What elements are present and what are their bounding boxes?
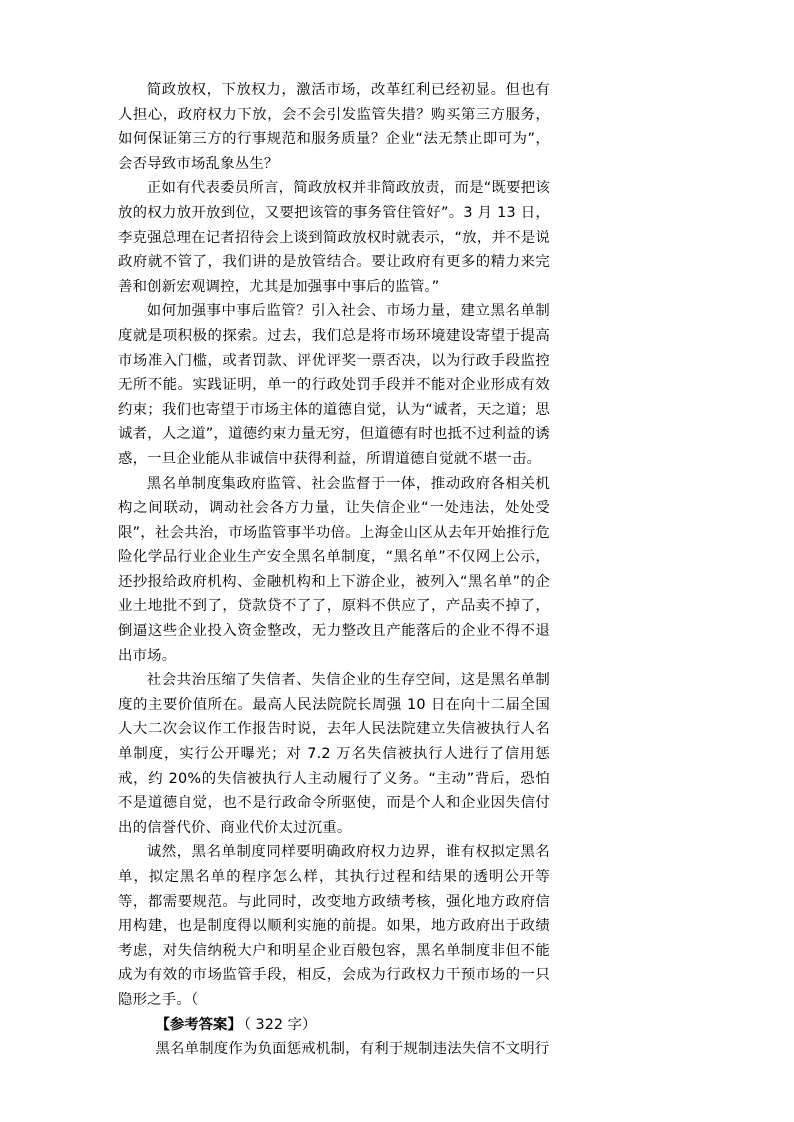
paragraph-2: 正如有代表委员所言，简政放权并非简政放责，而是“既要把该放的权力放开放到位，又要把该管的事务管住管好”。3 月 13 日，李克强总理在记者招待会上谈到简政放权时就表示，“放，并不是说政府就不管了，我们讲的是放管结合。要让政府有更多的精力来完善和创新宏观调控，尤其是加强事中事后的监管。” [118, 180, 550, 295]
paragraph-6: 诚然，黑名单制度同样要明确政府权力边界，谁有权拟定黑名单，拟定黑名单的程序怎么样，其执行过程和结果的透明公开等等，都需要规范。与此同时，改变地方政绩考核，强化地方政府信用构建，也是制度得以顺利实施的前提。如果，地方政府出于政绩考虑，对失信纳税大户和明星企业百般包容，黑名单制度非但不能成为有效的市场监管手段，相反，会成为行政权力干预市场的一只隐形之手。（ [118, 844, 550, 1008]
document-page [118, 78, 550, 1062]
reference-answer-text: 黑名单制度作为负面惩戒机制，有利于规制违法失信不文明行 [155, 1041, 550, 1058]
paragraph-1: 简政放权，下放权力，激活市场，改革红利已经初显。但也有人担心，政府权力下放，会不会引发监管失措？购买第三方服务，如何保证第三方的行事规范和服务质量？企业“法无禁止即可为”，会否导致市场乱象丛生？ [118, 82, 550, 172]
reference-answer-label: 【参考答案】 [155, 1016, 242, 1033]
word-count: （ 322 字） [243, 1016, 317, 1033]
paragraph-3: 如何加强事中事后监管？引入社会、市场力量，建立黑名单制度就是项积极的探索。过去，我们总是将市场环境建设寄望于提高市场准入门槛，或者罚款、评优评奖一票否决，以为行政手段监控无所不能。实践证明，单一的行政处罚手段并不能对企业形成有效约束；我们也寄望于市场主体的道德自觉，认为“诚者，天之道；思诚者，人之道”，道德约束力量无穷，但道德有时也抵不过利益的诱惑，一旦企业能从非诚信中获得利益，所谓道德自觉就不堪一击。 [118, 303, 550, 467]
reference-answer-heading [118, 1013, 550, 1038]
paragraph-5: 社会共治压缩了失信者、失信企业的生存空间，这是黑名单制度的主要价值所在。最高人民法院院长周强 10 日在向十二届全国人大二次会议作工作报告时说，去年人民法院建立失信被执行人名单制度，实行公开曝光；对 7.2 万名失信被执行人进行了信用惩戒，约 20%的失信被执行人主动履行了义务。“主动”背后，恐怕不是道德自觉，也不是行政命令所驱使，而是个人和企业因失信付出的信誉代价、商业代价太过沉重。 [118, 672, 550, 836]
paragraph-4: 黑名单制度集政府监管、社会监督于一体，推动政府各相关机构之间联动，调动社会各方力量，让失信企业“一处违法，处处受限”，社会共治，市场监管事半功倍。上海金山区从去年开始推行危险化学品行业企业生产安全黑名单制度，“黑名单”不仅网上公示，还抄报给政府机构、金融机构和上下游企业，被列入“黑名单”的企业土地批不到了，贷款贷不了了，原料不供应了，产品卖不掉了，倒逼这些企业投入资金整改，无力整改且产能落后的企业不得不退出市场。 [118, 475, 550, 664]
